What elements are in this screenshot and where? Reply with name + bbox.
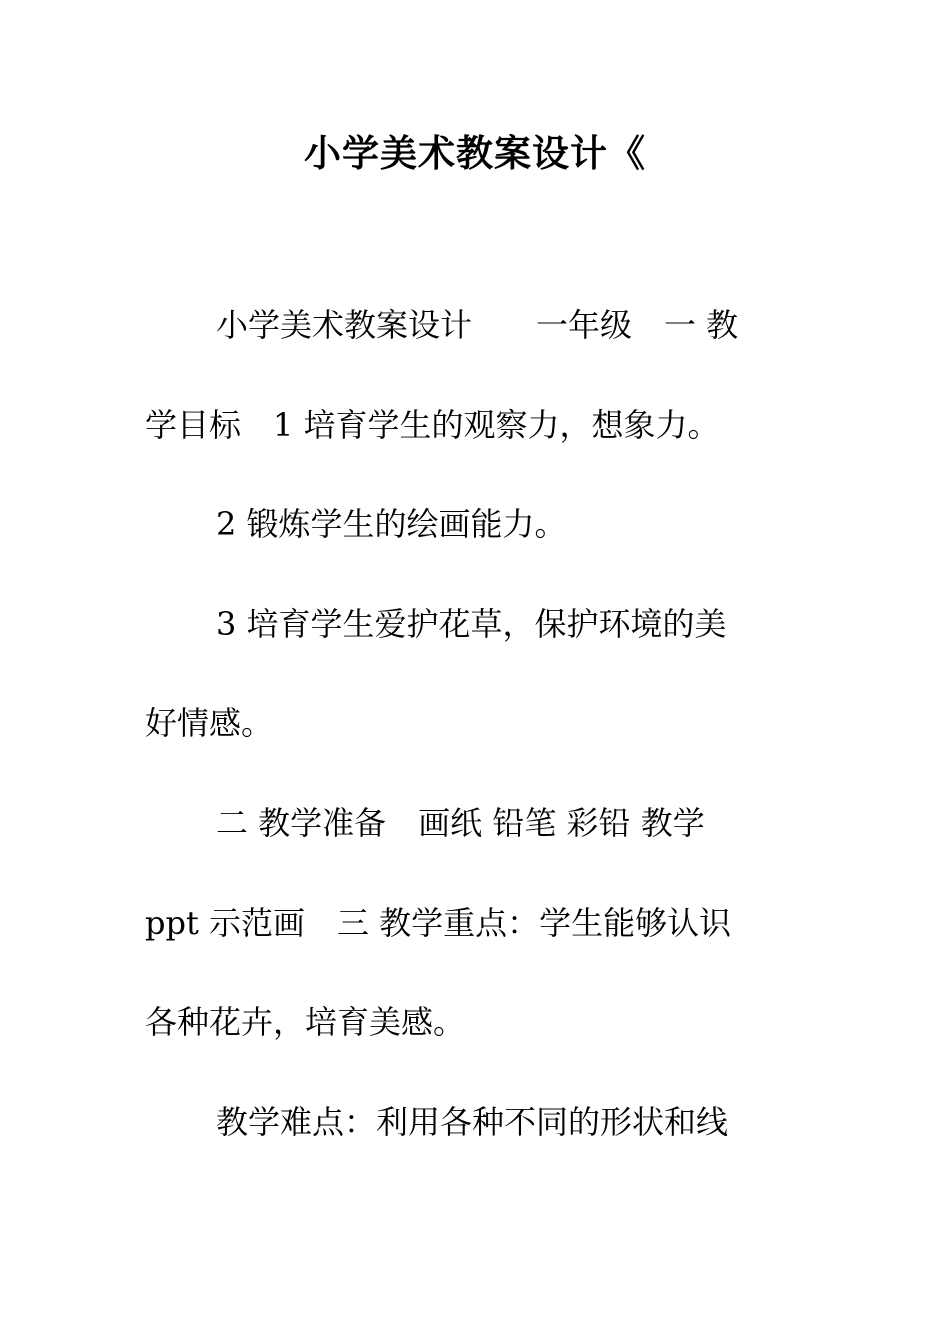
paragraph-line: 小学美术教案设计 一年级 一 教 <box>216 306 739 344</box>
paragraph-line: ppt 示范画 三 教学重点：学生能够认识 <box>145 904 732 942</box>
paragraph-line: 二 教学准备 画纸 铅笔 彩铅 教学 <box>216 804 705 842</box>
paragraph-line: 好情感。 <box>145 704 274 742</box>
paragraph-line: 3 培育学生爱护花草，保护环境的美 <box>216 605 727 643</box>
paragraph-line: 教学难点：利用各种不同的形状和线 <box>216 1103 729 1141</box>
paragraph-line: 各种花卉，培育美感。 <box>145 1003 466 1041</box>
paragraph-line: 学目标 1 培育学生的观察力，想象力。 <box>145 406 720 444</box>
paragraph-line: 2 锻炼学生的绘画能力。 <box>216 505 567 543</box>
document-title: 小学美术教案设计《 <box>304 132 646 175</box>
